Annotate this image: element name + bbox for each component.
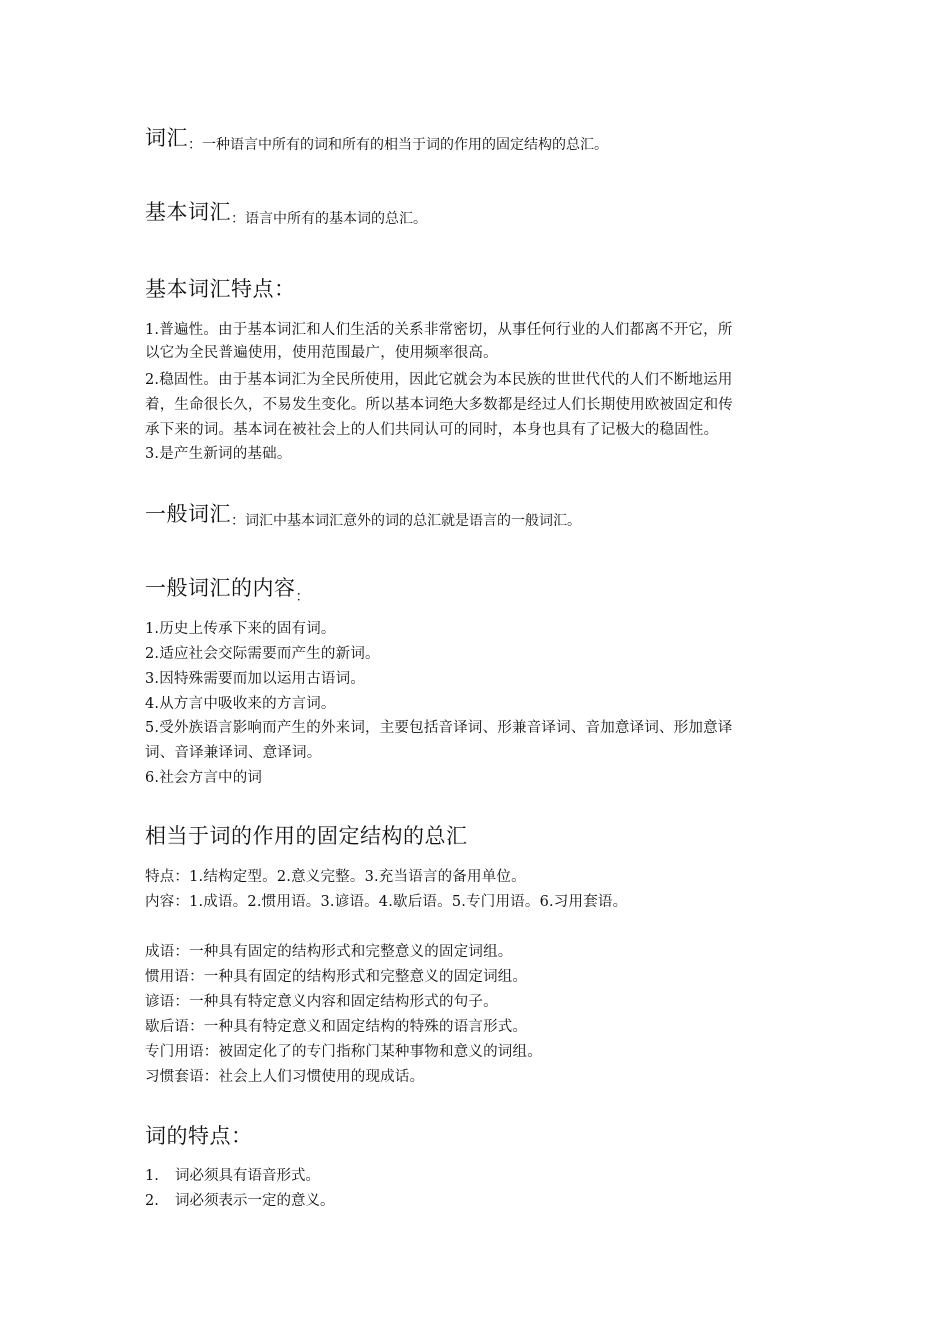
general-content-heading <box>145 572 310 605</box>
def-xiehouyu: 歇后语：一种具有特定意义和固定结构的特殊的语言形式。 <box>145 1019 528 1035</box>
general-content-item-6: 6.社会方言中的词 <box>145 770 263 786</box>
def-xiguan: 习惯套语：社会上人们习惯使用的现成话。 <box>145 1069 425 1085</box>
def-yanyu: 谚语：一种具有特定意义内容和固定结构形式的句子。 <box>145 994 498 1010</box>
general-content-item-1: 1.历史上传承下来的固有词。 <box>145 621 336 637</box>
general-content-item-5-cont: 词、音译兼译词、意译词。 <box>145 745 322 761</box>
basic-vocab-definition <box>145 200 427 230</box>
fixed-structures-heading: 相当于词的作用的固定结构的总汇 <box>145 824 468 848</box>
general-vocab-definition <box>145 502 581 532</box>
def-guanyongyu: 惯用语：一种具有固定的结构形式和完整意义的固定词组。 <box>145 969 528 985</box>
basic-features-heading: 基本词汇特点： <box>145 277 296 301</box>
general-vocab-term: 一般词汇 <box>145 502 231 526</box>
general-content-title: 一般词汇的内容 <box>145 576 296 600</box>
def-zhuanmen: 专门用语：被固定化了的专门指称门某种事物和意义的词组。 <box>145 1044 542 1060</box>
general-content-colon: ： <box>295 589 310 605</box>
general-content-item-4: 4.从方言中吸收来的方言词。 <box>145 696 336 712</box>
word-feature-2-num: 2. <box>145 1193 159 1209</box>
general-content-item-5: 5.受外族语言影响而产生的外来词，主要包括音译词、形兼音译词、音加意译词、形加意译 <box>145 720 733 736</box>
vocab-definition <box>145 126 608 156</box>
basic-feature-2-line-2: 着，生命很长久，不易发生变化。所以基本词绝大多数都是经过人们长期使用欧被固定和传 <box>145 397 733 413</box>
vocab-def: ：一种语言中所有的词和所有的相当于词的作用的固定结构的总汇。 <box>188 137 608 153</box>
basic-feature-2-line-1: 2.稳固性。由于基本词汇为全民所使用，因此它就会为本民族的世世代代的人们不断地运用 <box>145 372 733 388</box>
basic-vocab-term: 基本词汇 <box>145 200 231 224</box>
def-chengyu: 成语：一种具有固定的结构形式和完整意义的固定词组。 <box>145 944 513 960</box>
word-features-heading: 词的特点： <box>145 1124 253 1148</box>
word-feature-2 <box>145 1189 335 1210</box>
basic-feature-3: 3.是产生新词的基础。 <box>145 446 292 462</box>
word-feature-2-text: 词必须表示一定的意义。 <box>175 1193 335 1209</box>
word-feature-1-text: 词必须具有语音形式。 <box>175 1168 320 1184</box>
general-content-item-3: 3.因特殊需要而加以运用古语词。 <box>145 671 366 687</box>
fixed-structures-contents: 内容：1.成语。2.惯用语。3.谚语。4.歇后语。5.专门用语。6.习用套语。 <box>145 894 628 910</box>
basic-feature-1-line-2: 以它为全民普遍使用，使用范围最广，使用频率很高。 <box>145 345 498 361</box>
fixed-structures-features: 特点：1.结构定型。2.意义完整。3.充当语言的备用单位。 <box>145 869 526 885</box>
basic-vocab-def: ：语言中所有的基本词的总汇。 <box>231 211 427 227</box>
word-feature-1-num: 1. <box>145 1168 159 1184</box>
basic-feature-1-line-1: 1.普遍性。由于基本词汇和人们生活的关系非常密切，从事任何行业的人们都离不开它，所 <box>145 322 733 338</box>
word-feature-1 <box>145 1164 320 1185</box>
vocab-term: 词汇 <box>145 126 188 150</box>
basic-feature-2-line-3: 承下来的词。基本词在被社会上的人们共同认可的同时，本身也具有了记极大的稳固性。 <box>145 422 719 438</box>
general-vocab-def: ：词汇中基本词汇意外的词的总汇就是语言的一般词汇。 <box>231 513 581 529</box>
general-content-item-2: 2.适应社会交际需要而产生的新词。 <box>145 646 380 662</box>
